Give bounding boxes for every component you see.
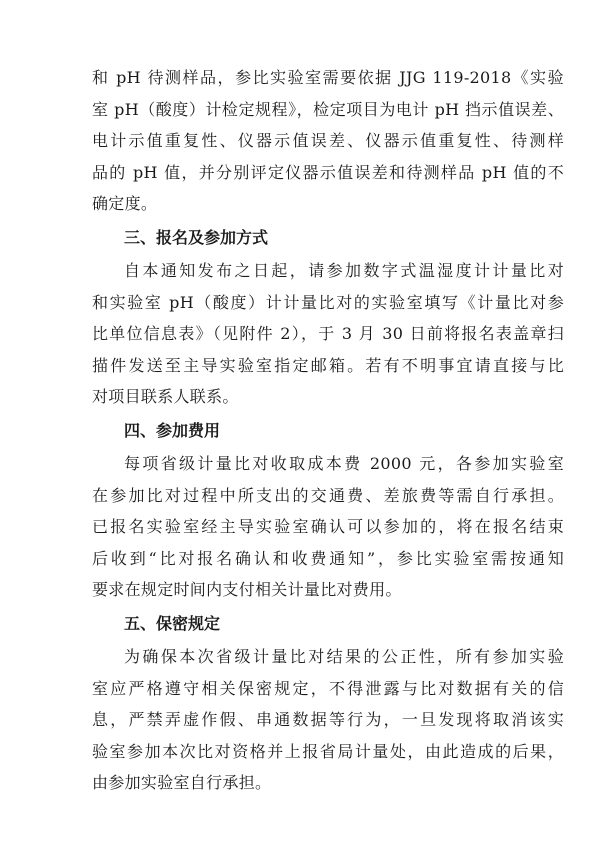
text-line: 已报名实验室经主导实验室确认可以参加的，将在报名结束 [92, 517, 564, 536]
text-line: 室应严格遵守相关保密规定，不得泄露与比对数据有关的信 [92, 678, 564, 698]
text-line: 品的 pH 值，并分别评定仪器示值误差和待测样品 pH 值的不 [92, 162, 564, 182]
text-line: 比单位信息表》（见附件 2），于 3 月 30 日前将报名表盖章扫 [92, 324, 564, 343]
text-line: 室 pH（酸度）计检定规程》，检定项目为电计 pH 挡示值误差、 [92, 99, 564, 119]
text-line: 每项省级计量比对收取成本费 2000 元，各参加实验室 [124, 454, 564, 473]
text-line: 由参加实验室自行承担。 [92, 773, 272, 792]
text-line: 自本通知发布之日起，请参加数字式温湿度计计量比对 [124, 261, 564, 280]
text-line: 确定度。 [92, 194, 158, 213]
paragraph-registration [92, 255, 564, 413]
text-line: 验室参加本次比对资格并上报省局计量处，由此造成的后果， [92, 741, 564, 761]
text-line: 后收到“比对报名确认和收费通知”，参比实验室需按通知 [92, 548, 564, 568]
paragraph-confidentiality [92, 641, 564, 799]
text-line: 描件发送至主导实验室指定邮箱。若有不明事宜请直接与比 [92, 355, 564, 375]
text-line: 在参加比对过程中所支出的交通费、差旅费等需自行承担。 [92, 485, 564, 505]
text-line: 电计示值重复性、仪器示值误差、仪器示值重复性、待测样 [92, 131, 564, 150]
text-line: 要求在规定时间内支付相关计量比对费用。 [92, 580, 402, 599]
section-heading-confidentiality: 五、保密规定 [124, 613, 221, 633]
text-line: 和实验室 pH（酸度）计计量比对的实验室填写《计量比对参 [92, 292, 564, 312]
paragraph-fees [92, 448, 564, 606]
text-line: 对项目联系人联系。 [92, 387, 239, 406]
paragraph-test-items [92, 62, 564, 220]
section-heading-registration: 三、报名及参加方式 [124, 227, 269, 247]
text-line: 和 pH 待测样品，参比实验室需要依据 JJG 119-2018《实验 [92, 68, 564, 87]
document-page [92, 62, 564, 799]
section-heading-fees: 四、参加费用 [124, 420, 221, 440]
text-line: 为确保本次省级计量比对结果的公正性，所有参加实验 [124, 647, 564, 666]
text-line: 息，严禁弄虚作假、串通数据等行为，一旦发现将取消该实 [92, 710, 564, 729]
